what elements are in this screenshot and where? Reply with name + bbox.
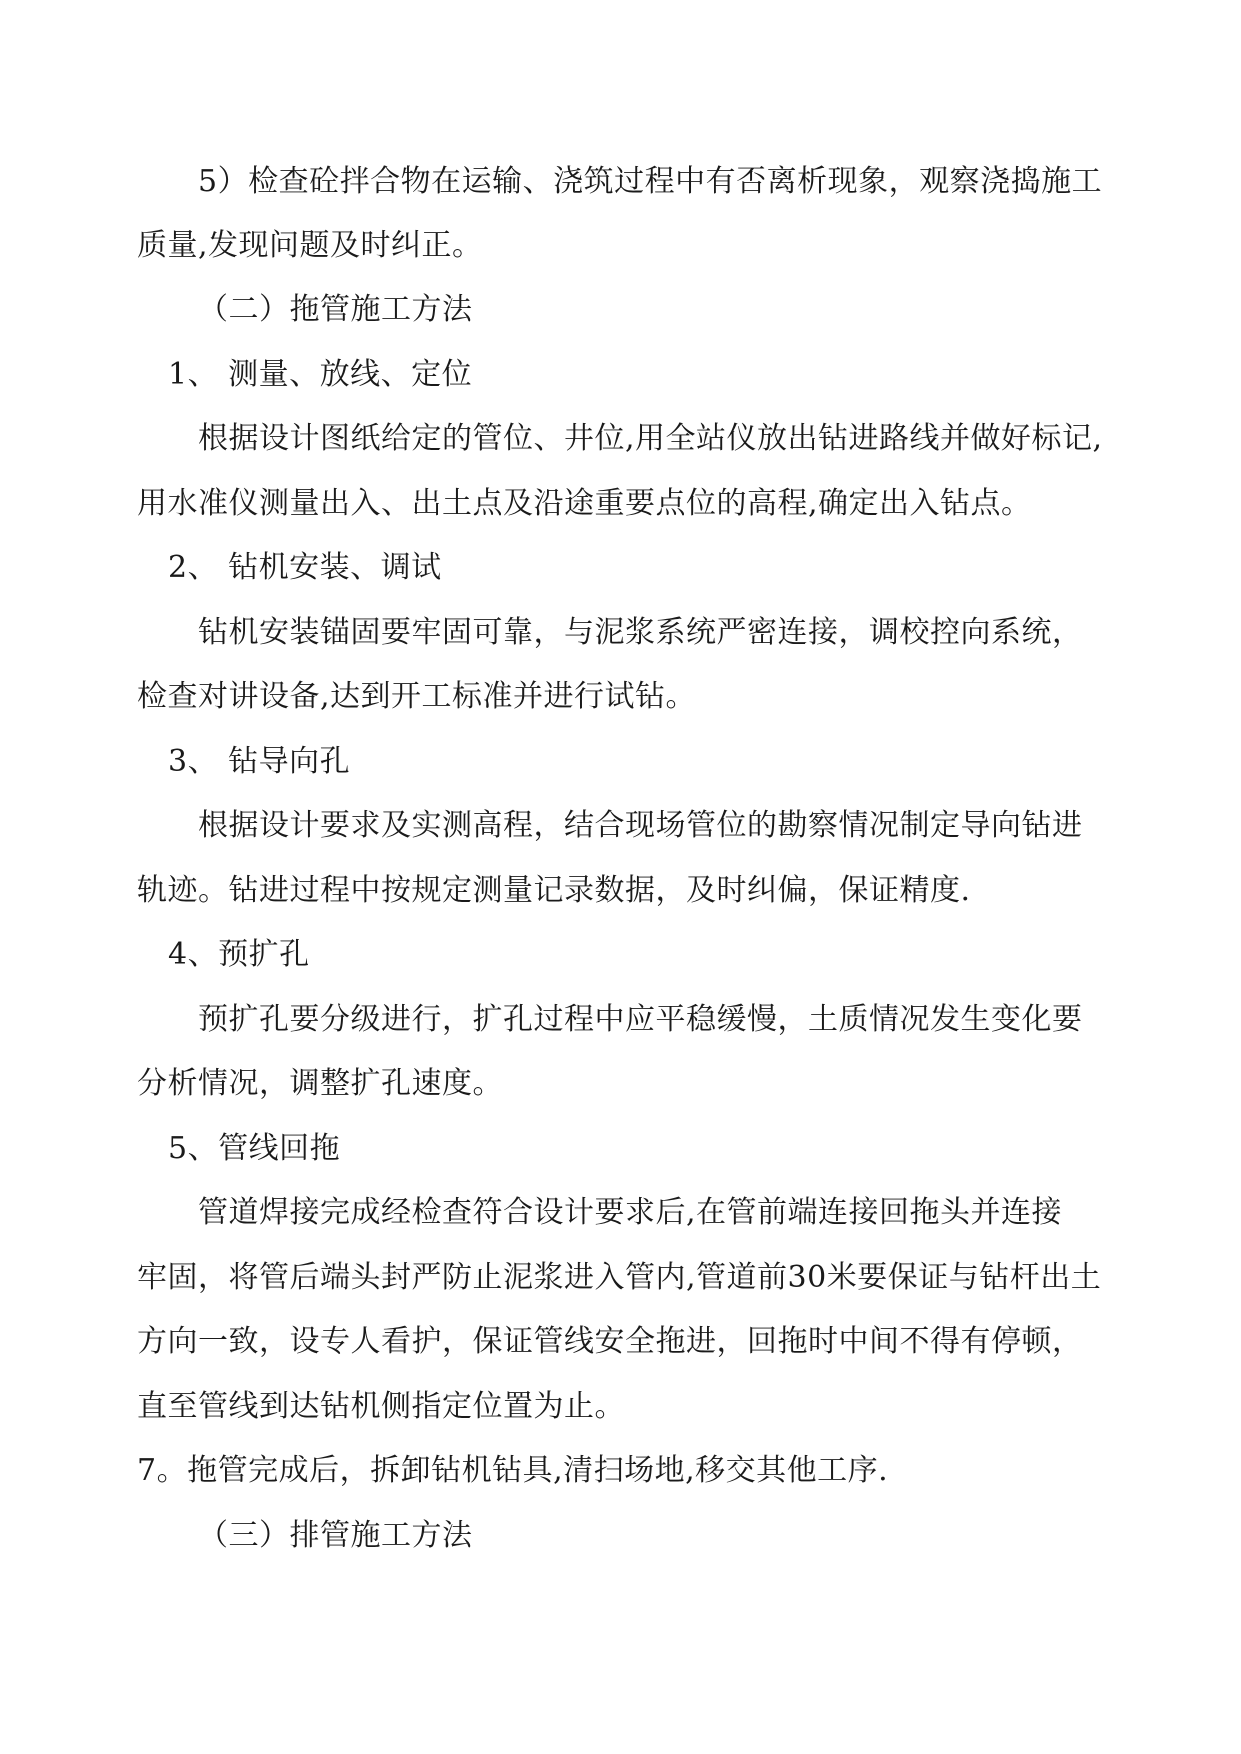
subsection-heading: 5、管线回拖	[168, 1131, 341, 1166]
paragraph-line: 直至管线到达钻机侧指定位置为止。	[137, 1389, 625, 1424]
subsection-heading: 4、预扩孔	[168, 937, 310, 972]
subsection-heading: 1、 测量、放线、定位	[168, 357, 473, 392]
subsection-heading: 3、 钻导向孔	[168, 744, 351, 779]
paragraph-line: 方向一致，设专人看护，保证管线安全拖进，回拖时中间不得有停顿，	[137, 1324, 1083, 1359]
section-heading: （二）拖管施工方法	[198, 292, 473, 327]
paragraph-line: 钻机安装锚固要牢固可靠，与泥浆系统严密连接，调校控向系统，	[198, 615, 1083, 650]
paragraph-line: 用水准仪测量出入、出土点及沿途重要点位的高程,确定出入钻点。	[137, 486, 1032, 521]
paragraph-line: 牢固，将管后端头封严防止泥浆进入管内,管道前30米要保证与钻杆出土	[137, 1260, 1102, 1295]
paragraph-line: 管道焊接完成经检查符合设计要求后,在管前端连接回拖头并连接	[198, 1195, 1063, 1230]
paragraph-line: 根据设计要求及实测高程，结合现场管位的勘察情况制定导向钻进	[198, 808, 1083, 843]
paragraph-line: 根据设计图纸给定的管位、井位,用全站仪放出钻进路线并做好标记,	[198, 421, 1103, 456]
paragraph-line: 质量,发现问题及时纠正。	[137, 228, 483, 263]
paragraph-line: 轨迹。钻进过程中按规定测量记录数据，及时纠偏，保证精度.	[137, 873, 971, 908]
paragraph-line: 检查对讲设备,达到开工标准并进行试钻。	[137, 679, 697, 714]
paragraph-line: 7。拖管完成后，拆卸钻机钻具,清扫场地,移交其他工序.	[137, 1453, 889, 1488]
paragraph-line: 5）检查砼拌合物在运输、浇筑过程中有否离析现象，观察浇捣施工	[198, 164, 1103, 199]
paragraph-line: 预扩孔要分级进行，扩孔过程中应平稳缓慢，土质情况发生变化要	[198, 1002, 1083, 1037]
section-heading: （三）排管施工方法	[198, 1518, 473, 1553]
paragraph-line: 分析情况，调整扩孔速度。	[137, 1066, 503, 1101]
subsection-heading: 2、 钻机安装、调试	[168, 550, 442, 585]
